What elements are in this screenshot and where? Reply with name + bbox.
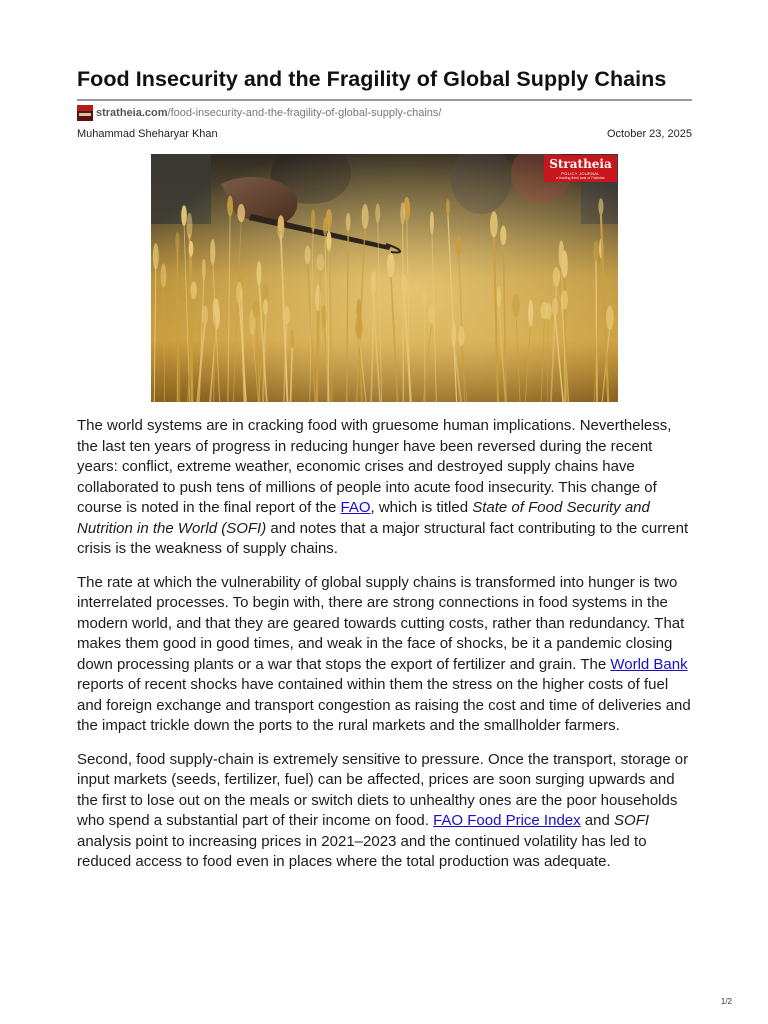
paragraph-2: The rate at which the vulnerability of global supply chains is transformed into hunger is two interrelated processes. To begin with, there are strong connections in food systems in the modern world, and that they are geared towards cutting costs, rather than redundancy. That makes them good in good times, and weak in the face of shocks, be it a pandemic closing down processing plants or a war that stops the export of fertilizer and grain. The World Bank reports of recent shocks have contained within them the stress on the higher costs of fuel and foreign exchange and transport congestion as raising the cost and time of deliveries and the impact trickle down the ports to the rural markets and the smallholder farmers. [77,573,691,734]
source-line [77,105,692,121]
hero-image [151,154,618,402]
page-number: 1/2 [720,997,732,1006]
source-domain[interactable]: stratheia.com [96,107,168,119]
fao-link[interactable]: FAO [340,499,371,516]
badge-subtitle: POLICY JOURNAL [561,171,600,176]
article-page [77,66,692,886]
sofi-abbreviation: SOFI [614,812,650,829]
stratheia-logo-badge [544,155,617,182]
fao-food-price-index-link[interactable]: FAO Food Price Index [433,812,581,829]
publish-date: October 23, 2025 [606,128,692,140]
author-name: Muhammad Sheharyar Khan [77,128,218,140]
site-favicon-icon [77,105,93,121]
sofi-report-title: State of Food Security and Nutrition in the World (SOFI) [77,499,650,537]
paragraph-1: The world systems are in cracking food with gruesome human implications. Nevertheless, the last ten years of progress in reducing hunger have been reversed during the recent years: conflict, extreme weather, economic crises and destroyed supply chains have collaborated to push tens of millions of people into acute food insecurity. This change of course is noted in the final report of the FAO, which is titled State of Food Security and Nutrition in the World (SOFI) and notes that a major structural fact contributing to the current crisis is the weakness of supply chains. [77,417,689,557]
badge-name: Stratheia [549,157,612,171]
article-body [77,416,692,873]
badge-tagline: a leading think tank of Pakistan [556,176,605,180]
page-title: Food Insecurity and the Fragility of Global Supply Chains [77,67,667,91]
world-bank-link[interactable]: World Bank [610,655,688,673]
article-meta [77,128,692,140]
paragraph-3: Second, food supply-chain is extremely sensitive to pressure. Once the transport, storage or input markets (seeds, fertilizer, fuel) can be affected, prices are soon surging upwards and the first to lose out on the meals or switch diets to unhealthy ones are the poor households who spend a substantial part of their income on food. FAO Food Price Index and SOFI analysis point to increasing prices in 2021–2023 and the continued volatility has led to reduced access to food even in places where the total production was adequate. [77,750,689,870]
source-path[interactable]: /food-insecurity-and-the-fragility-of-global-supply-chains/ [167,107,442,119]
wheat-field-photo [151,154,618,402]
title-divider [77,99,692,101]
